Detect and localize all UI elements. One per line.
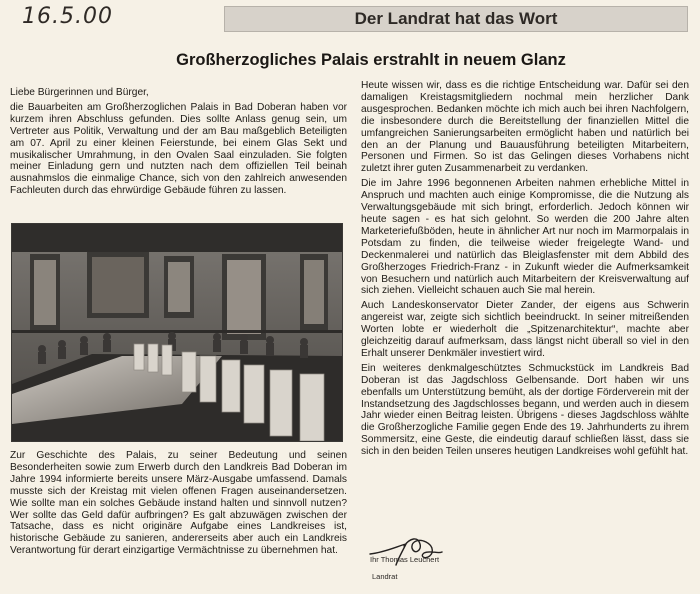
handwritten-date: 16.5.00	[22, 4, 113, 29]
hall-photo	[11, 223, 343, 442]
article-title: Großherzogliches Palais erstrahlt in neuem Glanz	[176, 51, 566, 69]
left-column-bottom	[10, 450, 347, 560]
hall-photo-graphic	[12, 224, 342, 441]
signature-name: Ihr Thomas Leuchert	[370, 555, 440, 564]
right-column	[361, 80, 689, 461]
paragraph: Heute wissen wir, dass es die richtige Entscheidung war. Dafür sei den damaligen Kreistagsmitgliedern nochmal mein herzlicher Dank ausgesprochen. Bedanken möchte ich mich auch bei ihren Nachfolgern, die insbesondere durch die Bereitstellung der finanziellen Mittel die umfangreichen Sanierungsarbeiten ermöglicht haben und natürlich bei den an der Planung und Bauausführung beteiligten Mitarbeitern, Personen und Firmen. So ist das Gelingen dieses Vorhabens nicht zuletzt ihrer guten Zusammenarbeit zu verdanken.	[361, 80, 689, 175]
paragraph: Auch Landeskonservator Dieter Zander, der eigens aus Schwerin angereist war, zeigte sich sichtlich beeindruckt. In seiner mitreißenden Worten lobte er wiederholt die „Spitzenarchitektur“, machte aber gleichzeitig darauf aufmerksam, dass längst nicht überall so viel in den Erhalt unserer Denkmäler investiert wird.	[361, 300, 689, 359]
left-column-top	[10, 87, 347, 200]
section-header	[224, 6, 688, 32]
salutation: Liebe Bürgerinnen und Bürger,	[10, 87, 149, 98]
paragraph: Die im Jahre 1996 begonnenen Arbeiten nahmen erhebliche Mittel in Anspruch und machten auch einige Kompromisse, die die Nutzung als Verwaltungsgebäude mit sich bringt, erforderlich. Jedoch können wir heute sagen - es hat sich gelohnt. So werden die 200 Jahre alten Marketeriefußböden, heute in ähnlicher Art nur noch im Marmorpalais in Potsdam zu finden, die teilweise wieder freigelegte Wand- und Deckenmalerei und natürlich das Bleiglasfenster mit dem Abbild des Großherzoges Friedrich-Franz - in Zukunft wieder die Aufmerksamkeit von Besuchern und natürlich auch Mitarbeitern der Kreisverwaltung auf sich ziehen. Vielleicht schauen auch Sie mal herein.	[361, 178, 689, 297]
paragraph: Zur Geschichte des Palais, zu seiner Bedeutung und seinen Besonderheiten sowie zum Erwerb durch den Landkreis Bad Doberan im Jahre 1994 informierte bereits unsere März-Ausgabe umfassend. Damals musste sich der Kreistag mit vielen offenen Fragen auseinandersetzen. Wie sollte man ein solches Gebäude instand halten und sinnvoll nutzen? Wer sollte das Geld dafür aufbringen? Es galt abzuwägen zwischen der Tatsache, dass es nicht originäre Aufgabe eines Landkreises ist, historische Gebäude zu sanieren, andererseits aber auch ein Landkreis Verantwortung für derart einzigartige Vermächtnisse zu übernehmen hat.	[10, 450, 347, 557]
paragraph: die Bauarbeiten am Großherzoglichen Palais in Bad Doberan haben vor kurzem ihren Abschluss gefunden. Dies sollte Anlass genug sein, um Vertreter aus Politik, Verwaltung und der am Bau maßgeblich Beteiligten am 07. April zu einer kleinen Feierstunde, bei einem Glas Sekt und musikalischer Umrahmung, in den Ovalen Saal einzuladen. Sie folgten meiner Einladung gern und nutzten nach dem offiziellen Teil beinah ausnahmslos die einmalige Chance, sich von den zahlreich anwesenden Fachleuten durch das ehrwürdige Gebäude führen zu lassen.	[10, 101, 347, 197]
signature-role: Landrat	[372, 572, 398, 581]
paragraph: Ein weiteres denkmalgeschütztes Schmuckstück im Landkreis Bad Doberan ist das Jagdschloss Gelbensande. Dort haben wir uns ebenfalls um Unterstützung bemüht, als der dortige Förderverein mit der Instandsetzung des Jagdschlosses begann, und werden auch in diesem Jahr wieder einen Beitrag leisten. Übrigens - dieses Jagdschloss wählte die Großherzogliche Familie gegen Ende des 19. Jahrhunderts zu ihrem Sommersitz, eine Geste, die eindeutig darauf schließen lässt, dass sie sich in den beiden Teilen unseres heutigen Landkreises wohl gefühlt hat.	[361, 362, 689, 458]
section-header-title: Der Landrat hat das Wort	[354, 9, 558, 28]
